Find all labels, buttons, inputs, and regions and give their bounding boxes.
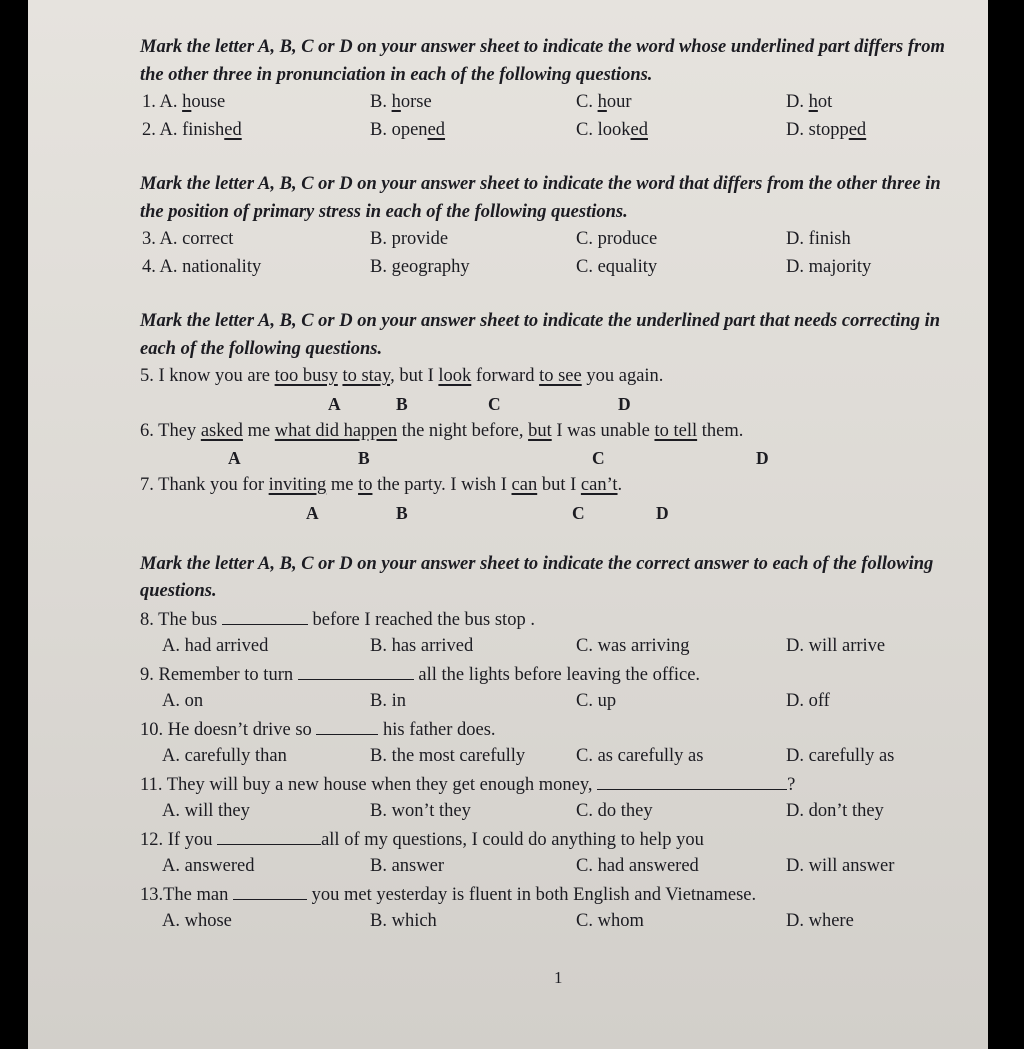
q12-stem-0: If you bbox=[167, 829, 213, 850]
q1-d-letter: D. bbox=[786, 92, 804, 112]
q12-stem-1: all of my questions, I could do anything to help you bbox=[321, 829, 704, 850]
q8-number: 8. bbox=[140, 609, 154, 630]
q3-number: 3. bbox=[142, 229, 156, 249]
q11-c: C. do they bbox=[576, 801, 653, 821]
q1-c-letter: C. bbox=[576, 92, 593, 112]
q5-markers bbox=[140, 391, 950, 418]
q7-underline-c: can bbox=[511, 475, 538, 495]
q1-b-rest: orse bbox=[400, 92, 432, 112]
q7-text-2: the party. I wish I bbox=[372, 475, 512, 495]
q3-a: A. correct bbox=[159, 229, 234, 249]
q5-marker-c: C bbox=[488, 393, 501, 414]
q2-b-underlined: ed bbox=[427, 119, 446, 140]
question-8 bbox=[140, 606, 950, 634]
q13-blank bbox=[233, 881, 307, 900]
q13-options bbox=[140, 908, 950, 936]
q2-c-underlined: ed bbox=[630, 119, 648, 140]
q8-d: D. will arrive bbox=[786, 636, 886, 656]
q12-d: D. will answer bbox=[786, 856, 895, 876]
q11-b: B. won’t they bbox=[370, 801, 471, 821]
q5-underline-b: to stay bbox=[342, 366, 391, 386]
question-10 bbox=[140, 716, 950, 744]
question-1 bbox=[140, 89, 950, 117]
q13-stem-0: The man bbox=[163, 884, 229, 905]
question-9 bbox=[140, 661, 950, 689]
q7-marker-a: A bbox=[306, 502, 319, 523]
q5-text-0: I know you are bbox=[158, 366, 275, 386]
q2-a-letter: A. bbox=[159, 119, 178, 140]
question-11 bbox=[140, 771, 950, 799]
q7-text-3: but I bbox=[537, 475, 581, 495]
q13-number: 13. bbox=[140, 884, 164, 905]
q6-text-2: the night before, bbox=[397, 420, 529, 441]
q12-number: 12. bbox=[140, 829, 164, 850]
q13-a: A. whose bbox=[162, 911, 232, 931]
q1-b-letter: B. bbox=[370, 92, 387, 112]
question-5 bbox=[140, 363, 950, 391]
q10-d: D. carefully as bbox=[786, 746, 895, 766]
q7-text-0: Thank you for bbox=[158, 475, 269, 495]
q8-stem-1: before I reached the bus stop . bbox=[312, 609, 535, 630]
q11-d: D. don’t they bbox=[786, 801, 884, 821]
q7-text-4: . bbox=[617, 475, 623, 495]
q4-d: D. majority bbox=[786, 256, 872, 277]
q7-number: 7. bbox=[140, 475, 154, 495]
q5-underline-d: to see bbox=[539, 366, 582, 386]
q7-underline-a: inviting bbox=[268, 475, 327, 495]
q2-c-pre: look bbox=[597, 119, 631, 140]
q1-b-underlined: h bbox=[391, 92, 401, 112]
q6-text-1: me bbox=[242, 420, 275, 441]
q9-options bbox=[140, 688, 950, 716]
question-6 bbox=[140, 418, 950, 446]
q11-stem-0: They will buy a new house when they get enough money, bbox=[166, 774, 593, 795]
q6-underline-c: but bbox=[528, 420, 552, 441]
paper-sheet bbox=[28, 0, 988, 1049]
q10-options bbox=[140, 743, 950, 771]
q5-text-2: forward bbox=[471, 366, 540, 386]
q12-options bbox=[140, 853, 950, 881]
q11-number: 11. bbox=[140, 774, 163, 795]
q9-b: B. in bbox=[370, 691, 406, 711]
question-3 bbox=[140, 226, 950, 254]
q13-b: B. which bbox=[370, 911, 437, 931]
q5-text-3: you again. bbox=[581, 366, 664, 386]
q10-c: C. as carefully as bbox=[576, 746, 704, 766]
q7-marker-c: C bbox=[572, 502, 585, 523]
question-7 bbox=[140, 472, 950, 500]
q13-stem-1: you met yesterday is fluent in both English and Vietnamese. bbox=[311, 884, 757, 905]
q2-a-pre: finish bbox=[182, 119, 225, 140]
section-3-instruction: Mark the letter A, B, C or D on your answer sheet to indicate the underlined part that needs correcting in each of the following questions. bbox=[140, 311, 941, 359]
q5-marker-b: B bbox=[396, 393, 408, 414]
q12-c: C. had answered bbox=[576, 856, 699, 876]
q6-text-4: them. bbox=[697, 420, 744, 441]
question-4 bbox=[140, 254, 950, 282]
q11-a: A. will they bbox=[162, 801, 250, 821]
q1-c-rest: our bbox=[606, 92, 632, 112]
question-13 bbox=[140, 881, 950, 909]
q8-a: A. had arrived bbox=[162, 636, 269, 656]
q11-options bbox=[140, 798, 950, 826]
q8-options bbox=[140, 633, 950, 661]
q6-text-0: They bbox=[158, 420, 201, 441]
q1-c-underlined: h bbox=[597, 92, 607, 112]
q6-markers bbox=[140, 445, 950, 472]
q10-blank bbox=[316, 716, 378, 735]
q5-marker-d: D bbox=[618, 393, 631, 414]
q5-marker-a: A bbox=[328, 393, 341, 414]
q10-b: B. the most carefully bbox=[370, 746, 526, 766]
page-number: 1 bbox=[554, 968, 563, 987]
q8-stem-0: The bus bbox=[158, 609, 218, 630]
q2-d-pre: stopp bbox=[808, 119, 849, 140]
q13-c: C. whom bbox=[576, 911, 644, 931]
q5-underline-c: look bbox=[438, 366, 472, 386]
q10-a: A. carefully than bbox=[162, 746, 287, 766]
q9-d: D. off bbox=[786, 691, 830, 711]
q1-d-rest: ot bbox=[817, 92, 833, 112]
q3-b: B. provide bbox=[370, 229, 449, 249]
q13-d: D. where bbox=[786, 911, 854, 931]
q8-c: C. was arriving bbox=[576, 636, 690, 656]
q4-number: 4. bbox=[142, 256, 156, 277]
q7-markers bbox=[140, 500, 950, 527]
q2-number: 2. bbox=[142, 119, 156, 140]
q11-blank bbox=[597, 771, 787, 790]
q7-marker-b: B bbox=[396, 502, 408, 523]
q1-a-letter: A. bbox=[159, 92, 178, 112]
q9-number: 9. bbox=[140, 664, 154, 685]
q3-d: D. finish bbox=[786, 229, 851, 249]
q4-b: B. geography bbox=[370, 256, 470, 277]
q6-marker-b: B bbox=[358, 448, 370, 468]
q4-c: C. equality bbox=[576, 256, 658, 277]
q2-c-letter: C. bbox=[576, 119, 593, 140]
q1-d-underlined: h bbox=[808, 92, 818, 112]
q5-number: 5. bbox=[140, 366, 154, 386]
q2-b-letter: B. bbox=[370, 119, 387, 140]
q12-b: B. answer bbox=[370, 856, 444, 876]
q9-stem-1: all the lights before leaving the office. bbox=[418, 664, 701, 685]
q7-text-1: me bbox=[326, 475, 359, 495]
q6-underline-b: what did happen bbox=[274, 420, 398, 441]
q6-marker-c: C bbox=[592, 448, 605, 468]
q7-underline-d: can’t bbox=[580, 475, 618, 495]
q7-underline-b: to bbox=[358, 475, 373, 495]
q10-number: 10. bbox=[140, 719, 164, 740]
q2-d-letter: D. bbox=[786, 119, 804, 140]
question-12 bbox=[140, 826, 950, 854]
q6-underline-a: asked bbox=[200, 420, 243, 441]
q6-marker-a: A bbox=[228, 448, 241, 468]
section-4-instruction: Mark the letter A, B, C or D on your answer sheet to indicate the correct answer to each of the following questions. bbox=[140, 553, 934, 601]
q8-blank bbox=[222, 606, 308, 625]
q1-a-rest: ouse bbox=[191, 92, 226, 112]
q3-c: C. produce bbox=[576, 229, 658, 249]
worksheet bbox=[140, 34, 950, 936]
q1-a-underlined: h bbox=[182, 92, 192, 112]
q10-stem-1: his father does. bbox=[383, 719, 496, 740]
q9-stem-0: Remember to turn bbox=[158, 664, 294, 685]
section-2-instruction: Mark the letter A, B, C or D on your answer sheet to indicate the word that differs from the other three in the position of primary stress in each of the following questions. bbox=[140, 174, 941, 222]
q7-marker-d: D bbox=[656, 502, 669, 523]
q10-stem-0: He doesn’t drive so bbox=[167, 719, 312, 740]
q2-b-pre: open bbox=[391, 119, 428, 140]
q5-text-1: , but I bbox=[390, 366, 439, 386]
q11-stem-1: ? bbox=[787, 774, 796, 795]
q12-a: A. answered bbox=[162, 856, 255, 876]
q6-text-3: I was unable bbox=[551, 420, 655, 441]
q6-marker-d: D bbox=[756, 448, 769, 468]
q6-number: 6. bbox=[140, 420, 154, 441]
q5-underline-a: too busy bbox=[274, 366, 338, 386]
q2-d-underlined: ed bbox=[848, 119, 867, 140]
section-1-instruction: Mark the letter A, B, C or D on your answer sheet to indicate the word whose underlined part differs from the other three in pronunciation in each of the following questions. bbox=[140, 37, 945, 85]
q2-a-underlined: ed bbox=[224, 119, 242, 140]
q8-b: B. has arrived bbox=[370, 636, 474, 656]
question-2 bbox=[140, 117, 950, 145]
q9-blank bbox=[298, 661, 414, 680]
q9-c: C. up bbox=[576, 691, 617, 711]
q12-blank bbox=[217, 826, 321, 845]
q6-underline-d: to tell bbox=[654, 420, 698, 441]
q4-a: A. nationality bbox=[159, 256, 262, 277]
q1-number: 1. bbox=[142, 92, 156, 112]
q9-a: A. on bbox=[162, 691, 204, 711]
